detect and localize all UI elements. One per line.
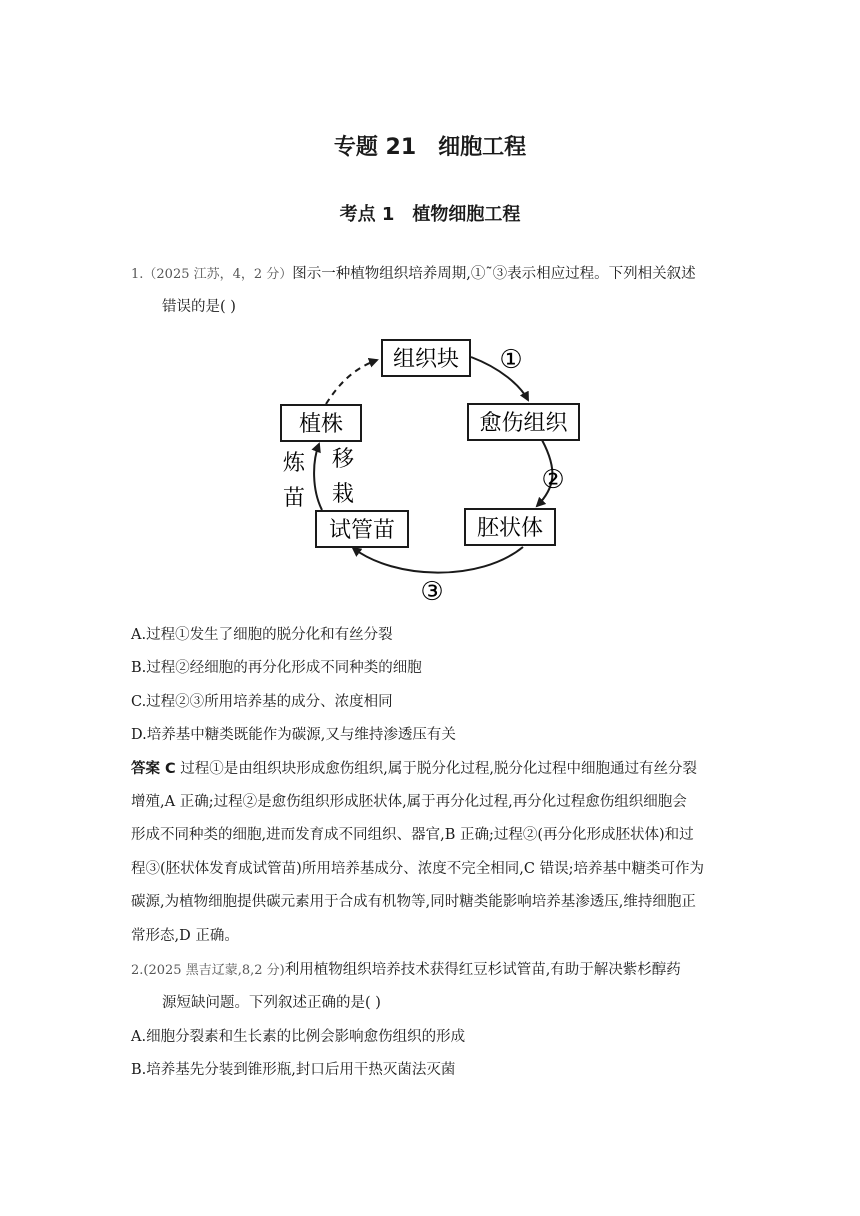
arrow-dashed-regenerate <box>326 360 377 404</box>
answer-label: 答案 C <box>131 761 176 777</box>
box-test-tube-seedling-label: 试管苗 <box>328 518 396 543</box>
question-2-stem-text: 利用植物组织培养技术获得红豆杉试管苗,有助于解决紫杉醇药 <box>284 962 681 978</box>
topic-title: 专题 21 细胞工程 <box>333 135 527 160</box>
question-1-option-d: D.培养基中糖类既能作为碳源,又与维持渗透压有关 <box>131 727 456 743</box>
answer-line-5: 碳源,为植物细胞提供碳元素用于合成有机物等,同时糖类能影响培养基渗透压,维持细胞正 <box>131 894 696 910</box>
answer-line-2: 增殖,A 正确;过程②是愈伤组织形成胚状体,属于再分化过程,再分化过程愈伤组织细胞会 <box>131 794 687 810</box>
arrow-transplant <box>314 444 322 510</box>
answer-line-6: 常形态,D 正确。 <box>131 928 239 944</box>
box-callus-label: 愈伤组织 <box>479 411 568 436</box>
question-2-option-b: B.培养基先分装到锥形瓶,封口后用干热灭菌法灭菌 <box>131 1062 456 1078</box>
question-2-option-a: A.细胞分裂素和生长素的比例会影响愈伤组织的形成 <box>131 1029 466 1045</box>
label-hardening-char-1: 炼 <box>282 451 306 476</box>
step-2-marker: ② <box>541 465 565 495</box>
answer-line-4: 程③(胚状体发育成试管苗)所用培养基成分、浓度不完全相同,C 错误;培养基中糖类可作为 <box>131 861 705 877</box>
step-3-marker: ③ <box>420 577 444 607</box>
label-transplant-char-1: 移 <box>331 447 355 472</box>
box-embryoid-label: 胚状体 <box>476 516 544 541</box>
question-1-stem-text: 图示一种植物组织培养周期,①˜③表示相应过程。下列相关叙述 <box>292 266 696 282</box>
arrow-step-3 <box>353 547 523 573</box>
label-hardening-char-2: 苗 <box>282 486 306 511</box>
step-1-marker: ① <box>499 345 523 375</box>
question-1-source: 1.（2025 江苏，4，2 分） <box>131 267 293 282</box>
answer-line-3: 形成不同种类的细胞,进而发育成不同组织、器官,B 正确;过程②(再分化形成胚状体)和过 <box>131 827 694 843</box>
box-tissue-block-label: 组织块 <box>392 347 460 372</box>
question-2-stem <box>131 958 681 979</box>
answer-line-1 <box>131 757 697 778</box>
question-1-option-c: C.过程②③所用培养基的成分、浓度相同 <box>131 694 393 710</box>
label-transplant-char-2: 栽 <box>331 482 355 507</box>
question-1-option-a: A.过程①发生了细胞的脱分化和有丝分裂 <box>131 627 393 643</box>
section-title: 考点 1 植物细胞工程 <box>339 204 521 225</box>
box-plant-label: 植株 <box>298 412 344 437</box>
question-2-source: 2.(2025 黑吉辽蒙,8,2 分) <box>131 963 285 978</box>
question-2-stem-line2: 源短缺问题。下列叙述正确的是( ) <box>162 995 381 1011</box>
answer-text-1: 过程①是由组织块形成愈伤组织,属于脱分化过程,脱分化过程中细胞通过有丝分裂 <box>175 761 698 777</box>
question-1-option-b: B.过程②经细胞的再分化形成不同种类的细胞 <box>131 660 422 676</box>
question-1-stem-line2: 错误的是( ) <box>162 299 236 315</box>
